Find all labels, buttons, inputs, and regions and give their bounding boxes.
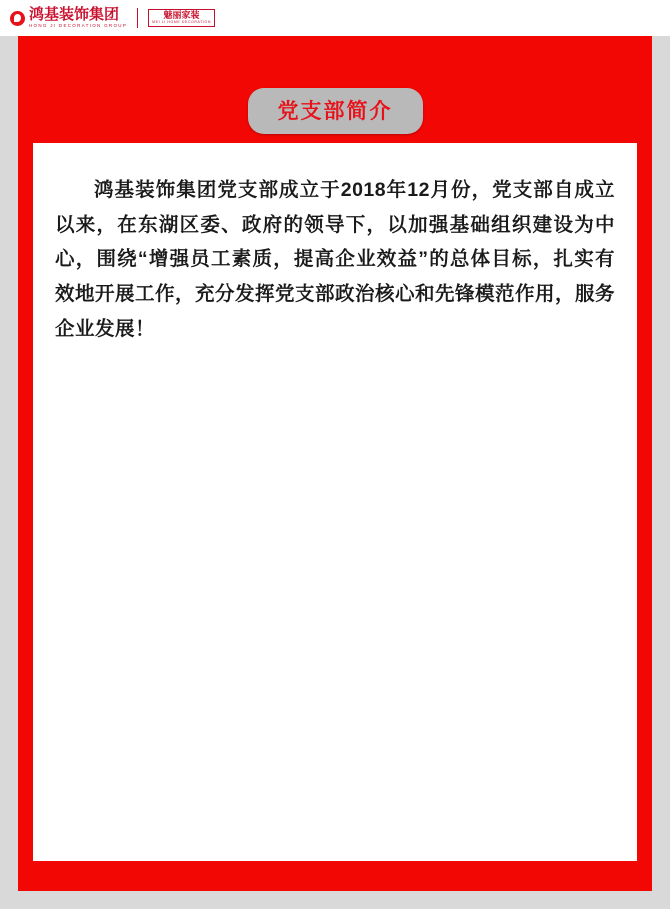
content-card: [33, 143, 637, 861]
body-paragraph: 鸿基装饰集团党支部成立于2018年12月份，党支部自成立以来，在东湖区委、政府的领导下，以加强基础组织建设为中心，围绕“增强员工素质，提高企业效益”的总体目标，扎实有效地开展工作，充分发挥党支部政治核心和先锋模范作用，服务企业发展！: [55, 179, 616, 340]
header-band: [0, 0, 670, 36]
company-logo: [10, 7, 215, 29]
logo-company-name-cn: 鸿基装饰集团: [29, 6, 120, 24]
red-poster-panel: [18, 36, 652, 891]
logo-divider: [137, 8, 138, 28]
logo-company-name-en: HONG JI DECORATION GROUP: [29, 23, 128, 29]
title-pill: [248, 88, 423, 134]
logo-badge-name-en: MEI LI HOME DECORATION: [152, 20, 211, 25]
logo-badge: [148, 9, 215, 27]
logo-text-block: [29, 7, 127, 29]
page-title: 党支部简介: [277, 100, 393, 123]
flame-circle-icon: [10, 11, 25, 26]
title-container: [18, 88, 652, 134]
logo-badge-name-cn: 魅丽家装: [163, 10, 200, 21]
